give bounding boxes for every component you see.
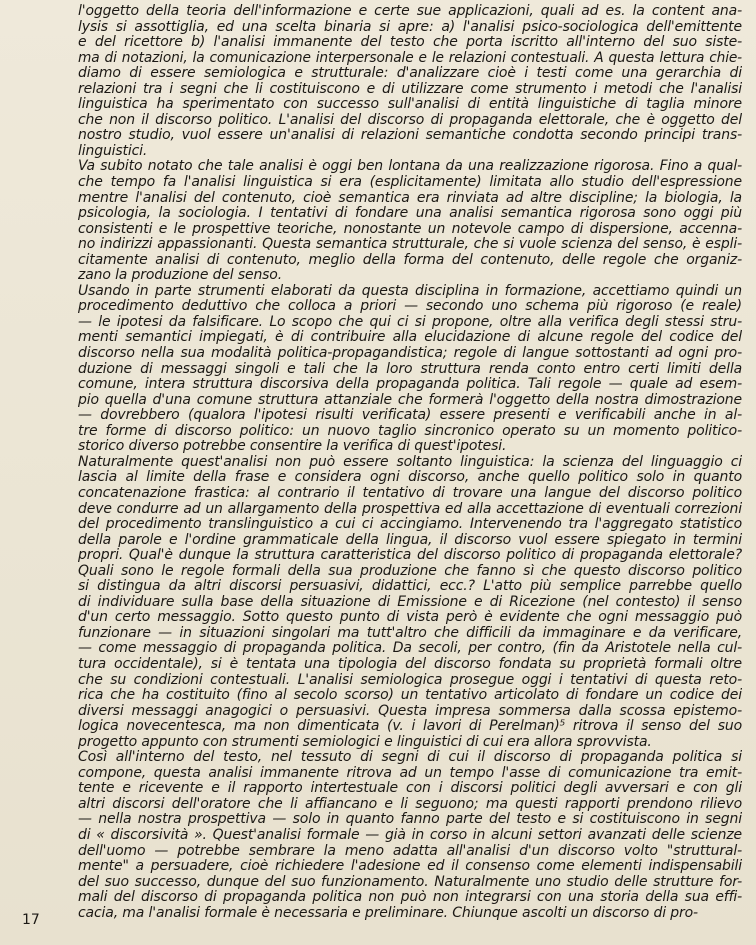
text-line: cacia, ma l'analisi formale è necessaria e preliminare. Chiunque ascolti un discorso di pro- bbox=[78, 905, 698, 921]
text-line: che su condizioni contestuali. L'analisi semiologica prosegue oggi i tentativi di questa reto- bbox=[78, 672, 742, 688]
text-line: del suo successo, dunque del suo funzionamento. Naturalmente uno studio delle strutture for- bbox=[78, 874, 742, 890]
text-line: diamo di essere semiologica e strutturale: d'analizzare cioè i testi come una gerarchia di bbox=[78, 66, 742, 82]
text-line: propri. Qual'è dunque la struttura caratteristica del discorso politico di propaganda elettorale? bbox=[78, 548, 742, 564]
text-line: si distingua da altri discorsi persuasivi, didattici, ecc.? L'atto più semplice parrebbe quello bbox=[78, 579, 742, 595]
body-text bbox=[78, 4, 742, 921]
text-line: lysis si assottiglia, ed una scelta binaria si apre: a) l'analisi psico-sociologica dell'emittente bbox=[78, 19, 742, 35]
text-line: e del ricettore b) l'analisi immanente del testo che porta iscritto all'interno del suo siste- bbox=[78, 35, 742, 51]
text-line: procedimento deduttivo che colloca a priori — secondo uno schema più rigoroso (e reale) bbox=[78, 299, 742, 315]
text-line: funzionare — in situazioni singolari ma tutt'altro che difficili da immaginare e da verificare, bbox=[78, 625, 742, 641]
text-line: citamente analisi di contenuto, meglio della forma del contenuto, delle regole che organiz- bbox=[78, 252, 742, 268]
text-line: — nella nostra prospettiva — solo in quanto fanno parte del testo e si costituiscono in segni bbox=[78, 812, 742, 828]
text-line: del procedimento translinguistico a cui ci accingiamo. Intervenendo tra l'aggregato statistico bbox=[78, 517, 742, 533]
text-line: psicologia, la sociologia. I tentativi di fondare una analisi semantica rigorosa sono oggi più bbox=[78, 206, 742, 222]
paragraph bbox=[78, 4, 742, 159]
text-line: — le ipotesi da falsificare. Lo scopo che qui ci si propone, oltre alla verifica degli stessi stru- bbox=[78, 314, 742, 330]
text-line: tura occidentale), si è tentata una tipologia del discorso fondata su proprietà formali oltre bbox=[78, 656, 742, 672]
text-line: Naturalmente quest'analisi non può essere soltanto linguistica: la scienza del linguaggio ci bbox=[78, 454, 742, 470]
text-line: discorso nella sua modalità politica-propagandistica; regole di langue sottostanti ad ogni pro- bbox=[78, 346, 742, 362]
text-line: Va subito notato che tale analisi è oggi ben lontana da una realizzazione rigorosa. Fino a qual- bbox=[78, 159, 742, 175]
text-line: che non il discorso politico. L'analisi del discorso di propaganda elettorale, che è oggetto del bbox=[78, 112, 742, 128]
text-line: — dovrebbero (qualora l'ipotesi risulti verificata) essere presenti e verificabili anche in al- bbox=[78, 408, 742, 424]
text-line: Così all'interno del testo, nel tessuto di segni di cui il discorso di propaganda politica si bbox=[78, 750, 742, 766]
text-line: mentre l'analisi del contenuto, cioè semantica era rinviata ad altre discipline; la biologia, la bbox=[78, 190, 742, 206]
text-line: mente" a persuadere, cioè richiedere l'adesione ed il consenso come elementi indispensabili bbox=[78, 859, 742, 875]
text-line: di « discorsività ». Quest'analisi formale — già in corso in alcuni settori avanzati delle scienze bbox=[78, 827, 742, 843]
text-line: duzione di messaggi singoli e tali che la loro struttura renda conto entro certi limiti della bbox=[78, 361, 742, 377]
text-line: concatenazione frastica: al contrario il tentativo di trovare una langue del discorso politico bbox=[78, 485, 742, 501]
paragraph bbox=[78, 284, 742, 455]
text-line: nostro studio, vuol essere un'analisi di relazioni semantiche condotta secondo principi trans- bbox=[78, 128, 742, 144]
text-line: linguistici. bbox=[78, 143, 148, 159]
text-line: compone, questa analisi immanente ritrova ad un tempo l'asse di comunicazione tra emit- bbox=[78, 765, 742, 781]
text-line: lascia al limite della frase e considera ogni discorso, anche quello politico solo in quanto bbox=[78, 470, 742, 486]
text-line: d'un certo messaggio. Sotto questo punto di vista però è evidente che ogni messaggio può bbox=[78, 610, 742, 626]
paragraph bbox=[78, 159, 742, 283]
text-line: storico diverso potrebbe consentire la verifica di quest'ipotesi. bbox=[78, 439, 507, 455]
text-line: tente e ricevente e il rapporto intertestuale con i discorsi politici degli avversari e con gli bbox=[78, 781, 742, 797]
text-line: zano la produzione del senso. bbox=[78, 268, 283, 284]
text-line: — come messaggio di propaganda politica. Da secoli, per contro, (fin da Aristotele nella cul- bbox=[78, 641, 742, 657]
text-line: menti semantici impiegati, è di contribuire alla elucidazione di alcune regole del codice del bbox=[78, 330, 742, 346]
text-line: comune, intera struttura discorsiva della propaganda politica. Tali regole — quale ad esem- bbox=[78, 377, 742, 393]
text-line: Quali sono le regole formali della sua produzione che fanno sì che questo discorso politico bbox=[78, 563, 742, 579]
text-line: ma di notazioni, la comunicazione interpersonale e le relazioni contestuali. A questa lettura chie- bbox=[78, 50, 742, 66]
text-line: pio quella d'una comune struttura attanziale che formerà l'oggetto della nostra dimostrazione bbox=[78, 392, 742, 408]
text-line: che tempo fa l'analisi linguistica si era (esplicitamente) limitata allo studio dell'espressione bbox=[78, 175, 742, 191]
text-line: rica che ha costituito (fino al secolo scorso) un tentativo articolato di fondare un codice dei bbox=[78, 688, 742, 704]
paragraph bbox=[78, 455, 742, 750]
text-line: logica novecentesca, ma non dimenticata (v. i lavori di Perelman)⁵ ritrova il senso del suo bbox=[78, 719, 742, 735]
paragraph bbox=[78, 750, 742, 921]
text-line: di individuare sulla base della situazione di Emissione e di Ricezione (nel contesto) il senso bbox=[78, 594, 742, 610]
text-line: linguistica ha sperimentato con successo sull'analisi di entità linguistiche di taglia minore bbox=[78, 97, 742, 113]
text-line: altri discorsi dell'oratore che li affiancano e li seguono; ma questi rapporti prendono rilievo bbox=[78, 796, 742, 812]
text-line: della parole e l'ordine grammaticale della lingua, il discorso vuol essere spiegato in termini bbox=[78, 532, 742, 548]
text-line: tre forme di discorso politico: un nuovo taglio sincronico operato su un momento politico- bbox=[78, 423, 742, 439]
page-number: 17 bbox=[22, 912, 40, 928]
text-line: deve condurre ad un allargamento della prospettiva ed alla accettazione di eventuali correzioni bbox=[78, 501, 742, 517]
text-line: progetto appunto con strumenti semiologici e linguistici di cui era allora sprovvista. bbox=[78, 734, 652, 750]
text-line: mali del discorso di propaganda politica non può non integrarsi con una storia della sua effi- bbox=[78, 890, 742, 906]
text-line: consistenti e le prospettive teoriche, nonostante un notevole campo di dispersione, accenna- bbox=[78, 221, 742, 237]
text-line: Usando in parte strumenti elaborati da questa disciplina in formazione, accettiamo quindi un bbox=[78, 283, 742, 299]
text-line: relazioni tra i segni che li costituiscono e di utilizzare come strumento i metodi che l'analisi bbox=[78, 81, 742, 97]
text-line: l'oggetto della teoria dell'informazione e certe sue applicazioni, quali ad es. la content ana- bbox=[78, 4, 742, 19]
text-line: no indirizzi appassionanti. Questa semantica strutturale, che si vuole scienza del senso, è espli- bbox=[78, 237, 742, 253]
text-line: diversi messaggi anagogici o persuasivi. Questa impresa sommersa dalla scossa epistemo- bbox=[78, 703, 742, 719]
text-line: dell'uomo — potrebbe sembrare la meno adatta all'analisi d'un discorso volto "struttural- bbox=[78, 843, 742, 859]
